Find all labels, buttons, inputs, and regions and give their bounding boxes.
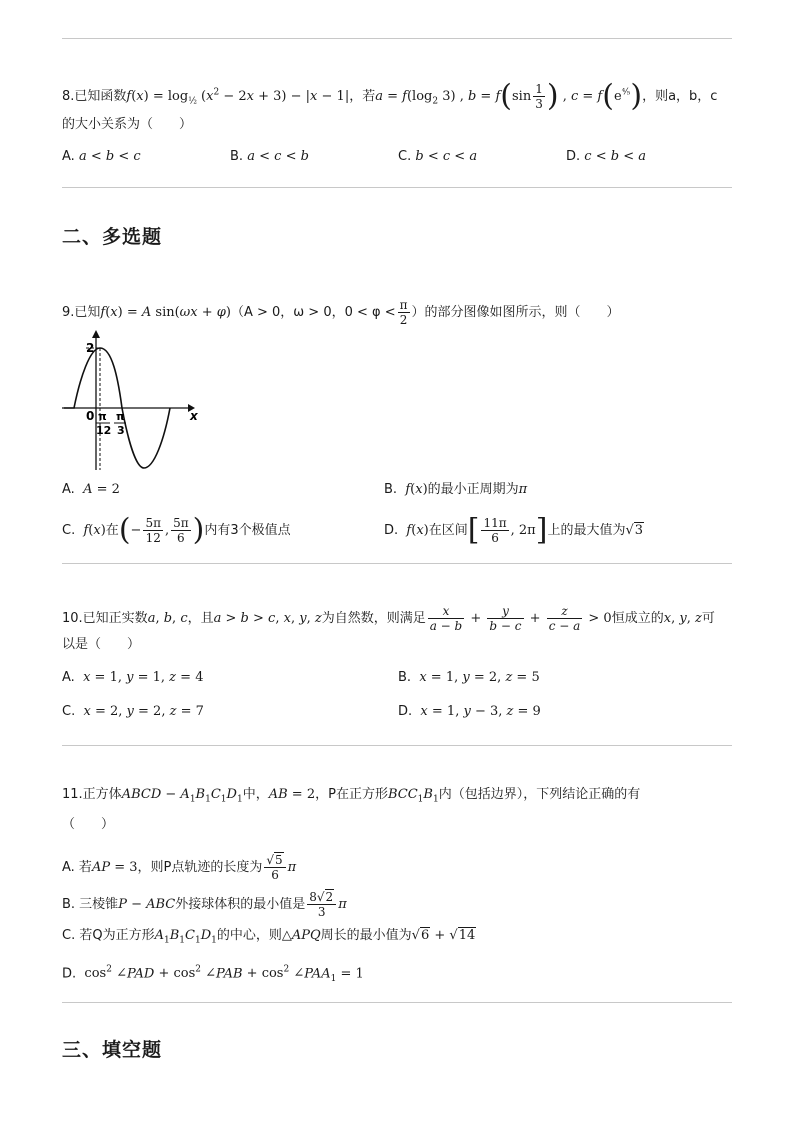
q9-graph-pi12-num: π: [98, 410, 107, 423]
q8-option-d[interactable]: D. c < b < a: [566, 149, 647, 164]
q11-option-c[interactable]: C. 若Q为正方形$A_1B_1C_1D_1$的中心，则△APQ周长的最小值为√6 + √14: [62, 928, 476, 946]
q11-option-a[interactable]: A. 若AP = 3，则P点轨迹的长度为 $\frac{√5}{6}$ π: [62, 853, 297, 882]
q10-option-d[interactable]: D. x = 1, y − 3, z = 9: [398, 704, 541, 719]
q9-sine-graph: [60, 330, 200, 475]
q10-option-c[interactable]: C. x = 2, y = 2, z = 7: [62, 704, 204, 719]
section-title-multiple-choice: 二、多选题: [62, 226, 163, 248]
q10-option-b[interactable]: B. x = 1, y = 2, z = 5: [398, 670, 540, 685]
q11-option-d[interactable]: D. $\cos^2$ ∠PAD + $\cos^2$ ∠PAB + $\cos^2$ $\angle PAA_1 = 1$: [62, 965, 364, 984]
divider-q11: [62, 1002, 732, 1003]
section-title-fill-in: 三、填空题: [62, 1039, 163, 1061]
q9-line1: 9.已知f(x) = A sin(ωx + φ)（A > 0，ω > 0，0 < φ < $\frac{\pi}{2}$ ）的部分图像如图所示，则（ ）: [62, 298, 620, 327]
q8-option-b[interactable]: B. a < c < b: [230, 149, 309, 164]
q10-option-a[interactable]: A. x = 1, y = 1, z = 4: [62, 670, 204, 685]
q9-option-b[interactable]: B. f(x)的最小正周期为π: [384, 482, 528, 497]
q8-line1: 8.已知函数$f(x) = \log_{\frac{1}{2}} (x^2 - 2x + 3) - |x - 1|$，若$a = f(\log_2$ 3) , b = f(sin $\frac{1}{3}$ ) , $c = f(e^{^4⁄_5})$，则a，b，c: [62, 78, 718, 114]
q11-line2: （ ）: [62, 817, 115, 832]
q8-option-c[interactable]: C. b < c < a: [398, 149, 478, 164]
q11-line1: 11.正方体ABCD − $A_1B_1C_1D_1$中，AB = 2，P在正方形$BCC_1B_1$内（包括边界），下列结论正确的有: [62, 787, 641, 805]
q8-line2: 的大小关系为（ ）: [62, 117, 193, 132]
q10-line2: 以是（ ）: [62, 637, 141, 652]
divider-q9: [62, 563, 732, 564]
q10-line1: 10.已知正实数a, b, c，且a > b > c, x, y, z为自然数，则满足 $\frac{x}{a - b}$ + $\frac{y}{b - c}$ + $\frac{z}{c - a}$ > 0恒成立的x, y, z可: [62, 604, 715, 633]
q9-graph-max-label: 2: [86, 341, 95, 355]
q11-option-b[interactable]: B. 三棱锥P − ABC外接球体积的最小值是 $\frac{8√2}{3}$ π: [62, 890, 347, 919]
q9-graph-pi12-den: 12: [96, 424, 112, 437]
divider-q8: [62, 187, 732, 188]
q9-option-d[interactable]: D. f(x)在区间[ $\frac{11\pi}{6}$ , 2π]上的最大值为√3: [384, 512, 644, 548]
q9-option-c[interactable]: C. f(x)在(− $\frac{5\pi}{12}$ , $\frac{5\pi}{6}$ )内有3个极值点: [62, 512, 291, 548]
q9-graph-zero-label: 0: [86, 409, 95, 423]
q9-graph-pi3-num: π: [116, 410, 125, 423]
q8-option-a[interactable]: A. a < b < c: [62, 149, 141, 164]
q9-graph-pi3-den: 3: [117, 424, 125, 437]
q9-graph-x-label: x: [190, 409, 198, 423]
q9-option-a[interactable]: A. A = 2: [62, 482, 120, 497]
divider-top: [62, 38, 732, 39]
divider-q10: [62, 745, 732, 746]
